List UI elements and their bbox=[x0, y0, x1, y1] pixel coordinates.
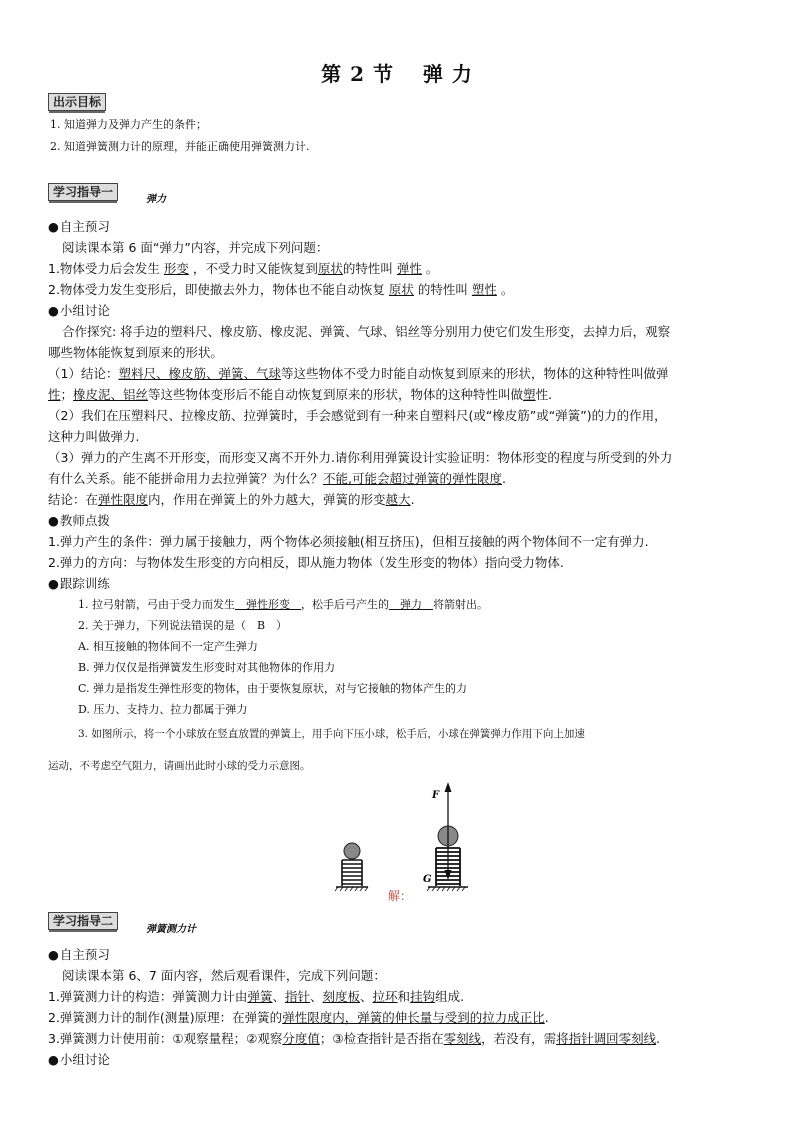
heading-group-2: ● 小组讨论 bbox=[48, 1050, 110, 1068]
label-F: F bbox=[432, 790, 440, 801]
group-text-1: 合作探究: 将手边的塑料尺、橡皮筋、橡皮泥、弹簧、气球、铝丝等分别用力使它们发生形变，去掉力后，观察 bbox=[62, 324, 671, 339]
heading-teacher: ● 教师点拨 bbox=[48, 511, 110, 529]
preview-intro-2: 阅读课本第 6、7 面内容，然后观看课件，完成下列问题： bbox=[62, 968, 386, 983]
preview-q2: 2.物体受力发生变形后，即使撤去外力，物体也不能自动恢复 原状 的特性叫 塑性 。 bbox=[48, 282, 514, 297]
guide1-subtitle: 弹力 bbox=[146, 194, 166, 205]
heading-training: ● 跟踪训练 bbox=[48, 574, 110, 592]
training-q2: 2. 关于弹力，下列说法错误的是（ B ） bbox=[78, 619, 288, 632]
teacher-tip-2: 2.弹力的方向：与物体发生形变的方向相反，即从施力物体（发生形变的物体）指向受力物体. bbox=[48, 555, 564, 570]
heading-preview-2: ● 自主预习 bbox=[48, 945, 110, 963]
meter-usage: 3.弹簧测力计使用前：①观察量程；②观察分度值；③检查指针是否指在零刻线，若没有，需将指针调回零刻线. bbox=[48, 1031, 661, 1046]
q2-option-c: C. 弹力是指发生弹性形变的物体，由于要恢复原状，对与它接触的物体产生的力 bbox=[78, 682, 468, 695]
page-title: 第 2 节 弹 力 bbox=[321, 62, 473, 86]
training-q1: 1. 拉弓射箭，弓由于受力而发生 弹性形变 ，松手后弓产生的 弹力 将箭射出。 bbox=[78, 598, 488, 611]
q2-option-d: D. 压力、支持力、拉力都属于弹力 bbox=[78, 703, 248, 716]
left-spring bbox=[335, 843, 368, 891]
goal-item-2: 2. 知道弹簧测力计的原理，并能正确使用弹簧测力计. bbox=[50, 140, 310, 153]
heading-preview: ● 自主预习 bbox=[48, 217, 110, 235]
section-box-goals: 出示目标 bbox=[48, 93, 106, 111]
preview-intro: 阅读课本第 6 面“弹力”内容，并完成下列问题： bbox=[62, 240, 329, 255]
conclusion-1a: （1）结论：塑料尺、橡皮筋、弹簧、气球等这些物体不受力时能自动恢复到原来的形状，物体的这种特性叫做弹 bbox=[48, 366, 669, 381]
guide2-subtitle: 弹簧测力计 bbox=[146, 924, 196, 935]
conclusion-3b: 有什么关系。能不能拼命用力去拉弹簧？为什么？不能,可能会超过弹簧的弹性限度. bbox=[48, 471, 506, 486]
label-G: G bbox=[423, 874, 432, 885]
q2-option-a: A. 相互接触的物体间不一定产生弹力 bbox=[78, 640, 258, 653]
section-box-guide1: 学习指导一 bbox=[48, 183, 118, 201]
training-q3a: 3. 如图所示，将一个小球放在竖直放置的弹簧上，用手向下压小球，松手后，小球在弹簧弹力作用下向上加速 bbox=[78, 728, 585, 740]
goal-item-1: 1. 知道弹力及弹力产生的条件； bbox=[50, 118, 207, 131]
meter-principle: 2.弹簧测力计的制作(测量)原理：在弹簧的弹性限度内，弹簧的伸长量与受到的拉力成正比. bbox=[48, 1010, 549, 1025]
teacher-tip-1: 1.弹力产生的条件：弹力属于接触力，两个物体必须接触(相互挤压)，但相互接触的两个物体间不一定有弹力. bbox=[48, 534, 649, 549]
conclusion-2b: 这种力叫做弹力. bbox=[48, 429, 140, 444]
preview-q1: 1.物体受力后会发生 形变 ，不受力时又能恢复到原状的特性叫 弹性 。 bbox=[48, 261, 439, 276]
spring-ball-figure bbox=[330, 778, 470, 902]
conclusion-1b: 性；橡皮泥、铝丝等这些物体变形后不能自动恢复到原来的形状，物体的这种特性叫做塑性. bbox=[48, 387, 553, 402]
conclusion-3a: （3）弹力的产生离不开形变，而形变又离不开外力.请你利用弹簧设计实验证明：物体形变的程度与所受到的外力 bbox=[48, 450, 673, 465]
section-box-guide2: 学习指导二 bbox=[48, 912, 118, 930]
q2-option-b: B. 弹力仅仅是指弹簧发生形变时对其他物体的作用力 bbox=[78, 661, 336, 674]
answer-label: 解： bbox=[388, 889, 413, 903]
meter-structure: 1.弹簧测力计的构造：弹簧测力计由弹簧、指针、刻度板、拉环和挂钩组成. bbox=[48, 989, 465, 1004]
training-q3b: 运动，不考虑空气阻力，请画出此时小球的受力示意图。 bbox=[48, 760, 311, 772]
heading-group: ● 小组讨论 bbox=[48, 301, 110, 319]
conclusion-final: 结论：在弹性限度内，作用在弹簧上的外力越大，弹簧的形变越大. bbox=[48, 492, 415, 507]
group-text-2: 哪些物体能恢复到原来的形状。 bbox=[48, 345, 224, 360]
conclusion-2a: （2）我们在压塑料尺、拉橡皮筋、拉弹簧时，手会感觉到有一种来自塑料尺(或“橡皮筋”或“弹簧”)的力的作用， bbox=[48, 408, 667, 423]
